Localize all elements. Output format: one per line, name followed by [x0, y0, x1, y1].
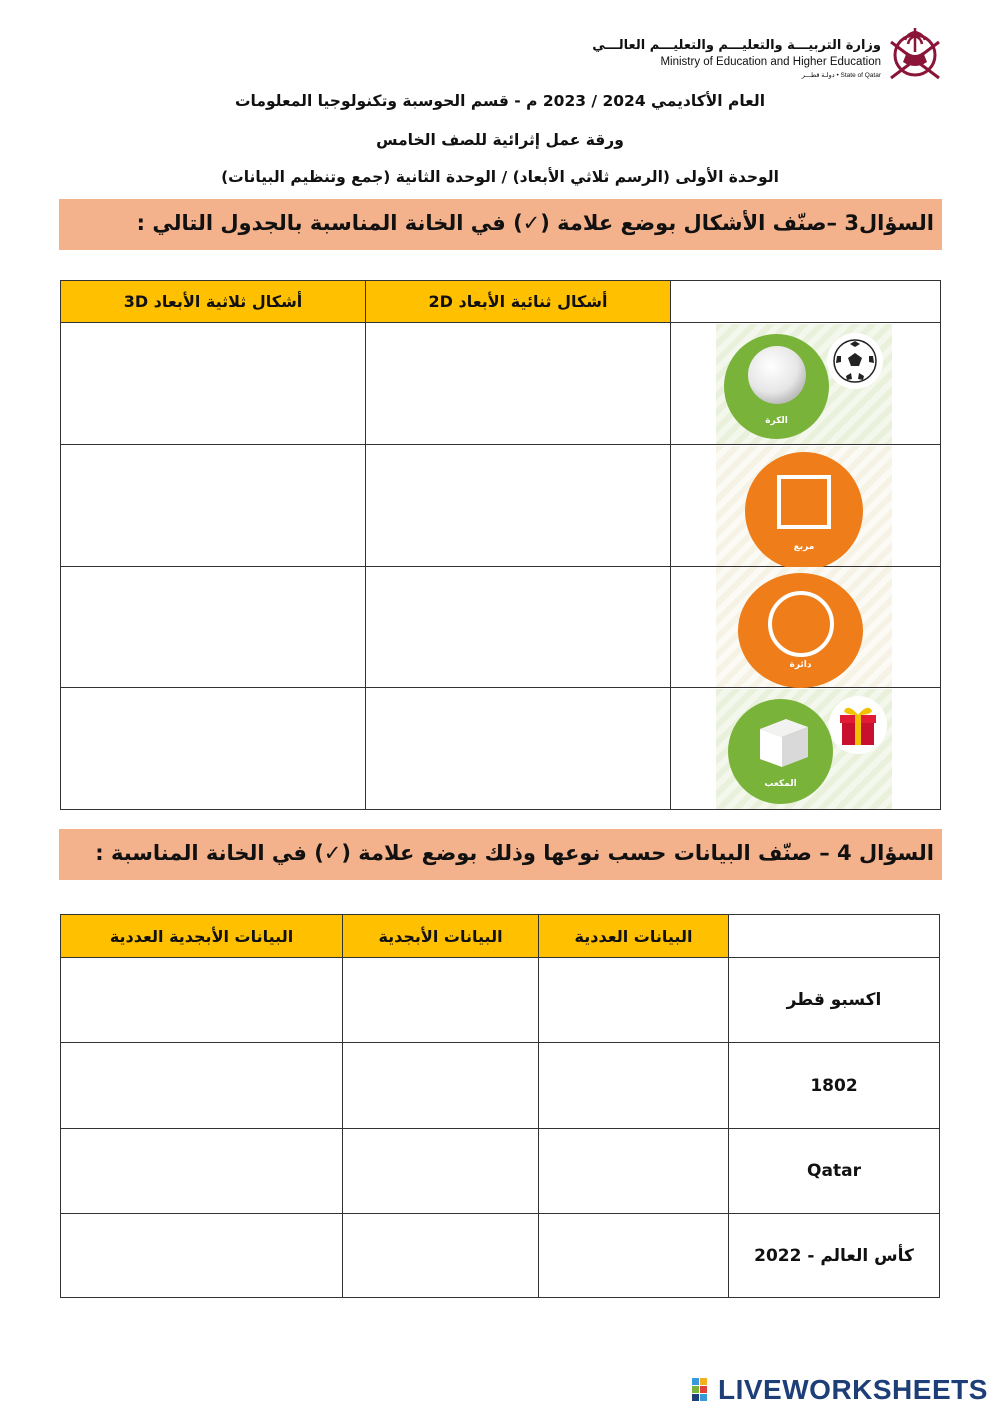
state-label: State of Qatar • دولـة قطـــر: [801, 72, 881, 79]
col-header-3d: أشكال ثلاثية الأبعاد 3D: [61, 281, 366, 323]
col-header-numeric: البيانات العددية: [539, 915, 729, 958]
answer-cell-alphabetic[interactable]: [343, 1043, 539, 1129]
shape-card-square: [716, 446, 892, 566]
shape-label-square: مربع: [793, 541, 815, 552]
answer-cell-2d[interactable]: [366, 445, 671, 567]
square-icon: [776, 474, 832, 530]
answer-cell-numeric[interactable]: [539, 1043, 729, 1129]
liveworksheets-logo-icon: [692, 1378, 716, 1402]
shape-card-cube: [716, 689, 892, 809]
shape-label-circle: دائرة: [789, 660, 812, 670]
answer-cell-numeric[interactable]: [539, 1214, 729, 1298]
shape-cell: [671, 323, 941, 445]
answer-cell-alphabetic[interactable]: [343, 1129, 539, 1214]
shape-card-circle: [716, 567, 892, 687]
answer-cell-2d[interactable]: [366, 688, 671, 810]
answer-cell-3d[interactable]: [61, 567, 366, 688]
col-header-alphanumeric: البيانات الأبجدية العددية: [61, 915, 343, 958]
col-header-2d: أشكال ثنائية الأبعاد 2D: [366, 281, 671, 323]
answer-cell-3d[interactable]: [61, 688, 366, 810]
cube-icon: [752, 711, 814, 773]
col-header-alphabetic: البيانات الأبجدية: [343, 915, 539, 958]
ministry-name-en: Ministry of Education and Higher Education: [660, 56, 881, 68]
shape-cell: [671, 445, 941, 567]
ministry-name-ar: وزارة التربيـــة والتعليـــم والتعليـــم العالـــي: [592, 38, 881, 53]
empty-header-cell: [729, 915, 940, 958]
answer-cell-alphanumeric[interactable]: [61, 1129, 343, 1214]
empty-header-cell: [671, 281, 941, 323]
answer-cell-alphabetic[interactable]: [343, 958, 539, 1043]
gift-box-icon: [828, 695, 888, 755]
answer-cell-alphanumeric[interactable]: [61, 1214, 343, 1298]
answer-cell-alphanumeric[interactable]: [61, 958, 343, 1043]
shape-cell: [671, 688, 941, 810]
data-item-label: اكسبو قطر: [729, 958, 940, 1043]
ministry-logo: [592, 22, 945, 84]
header-line-3: الوحدة الأولى (الرسم ثلاثي الأبعاد) / الوحدة الثانية (جمع وتنظيم البيانات): [221, 168, 779, 186]
shape-label-cube: المكعب: [764, 778, 797, 789]
shape-card-sphere: [716, 324, 892, 444]
header-line-1: العام الأكاديمي 2024 / 2023 م - قسم الحوسبة وتكنولوجيا المعلومات: [234, 92, 766, 110]
shape-label-sphere: الكرة: [765, 415, 788, 426]
answer-cell-2d[interactable]: [366, 567, 671, 688]
answer-cell-numeric[interactable]: [539, 1129, 729, 1214]
question-3-title: السؤال3 –صنّف الأشكال بوضع علامة (✓) في الخانة المناسبة بالجدول التالي :: [59, 199, 942, 250]
data-item-label: كأس العالم - 2022: [729, 1214, 940, 1298]
header-line-2: ورقة عمل إثرائية للصف الخامس: [376, 131, 624, 149]
shape-cell: [671, 567, 941, 688]
soccer-ball-icon: [826, 332, 884, 390]
answer-cell-alphabetic[interactable]: [343, 1214, 539, 1298]
data-item-label: 1802: [729, 1043, 940, 1129]
answer-cell-3d[interactable]: [61, 323, 366, 445]
answer-cell-2d[interactable]: [366, 323, 671, 445]
circle-icon: [767, 590, 835, 658]
data-types-table: [60, 914, 940, 1298]
question-4-title: السؤال 4 – صنّف البيانات حسب نوعها وذلك بوضع علامة (✓) في الخانة المناسبة :: [59, 829, 942, 880]
liveworksheets-brand: LIVEWORKSHEETS: [718, 1374, 988, 1405]
qatar-emblem-icon: [885, 22, 945, 84]
answer-cell-3d[interactable]: [61, 445, 366, 567]
data-item-label: Qatar: [729, 1129, 940, 1214]
sphere-icon: [746, 344, 808, 406]
answer-cell-numeric[interactable]: [539, 958, 729, 1043]
answer-cell-alphanumeric[interactable]: [61, 1043, 343, 1129]
shapes-table: [60, 280, 941, 810]
